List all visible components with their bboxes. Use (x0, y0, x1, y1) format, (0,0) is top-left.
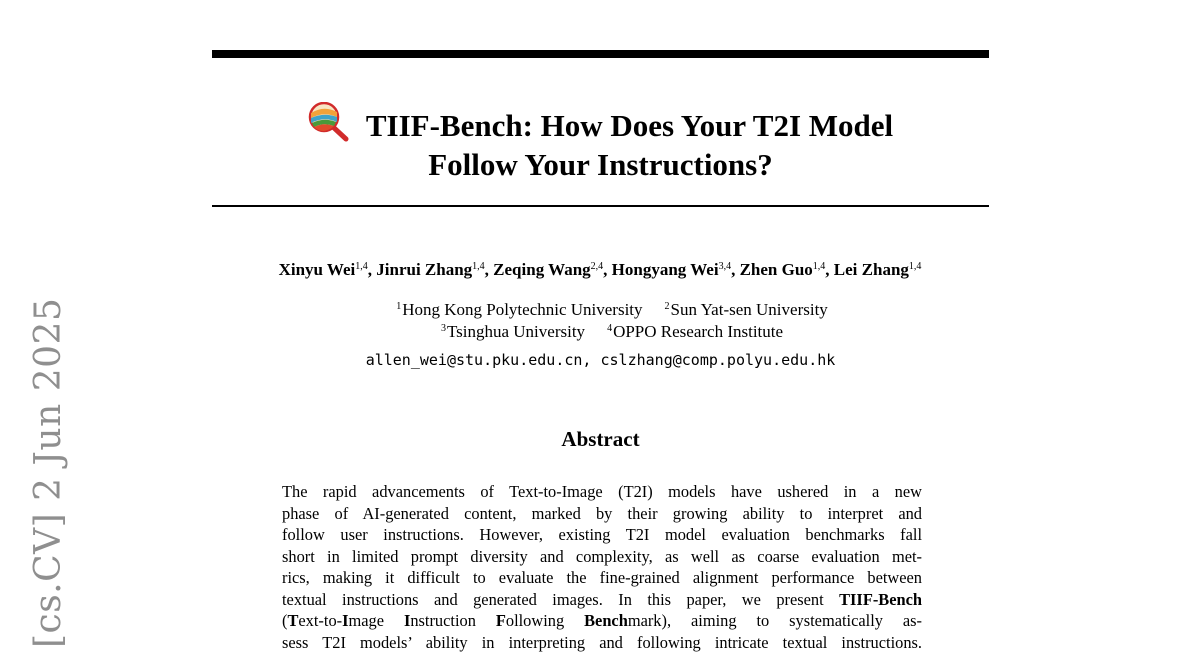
abstract-text (282, 481, 922, 653)
author-name: Hongyang Wei$^{3,4}$ (612, 260, 731, 279)
affiliation-name: OPPO Research Institute (613, 322, 783, 341)
abstract-line: The rapid advancements of Text-to-Image (T2I) models have ushered in a new (282, 481, 922, 503)
affiliation-name: Sun Yat-sen University (671, 300, 828, 319)
abstract-line: sess T2I models’ ability in interpreting and following intricate textual instructions. (282, 632, 922, 653)
arxiv-identifier-stamp: [cs.CV] 2 Jun 2025 (28, 298, 69, 648)
author-name: Zeqing Wang$^{2,4}$ (493, 260, 603, 279)
author-name: Jinrui Zhang$^{1,4}$ (376, 260, 484, 279)
abstract-line: (Text-to-Image Instruction Following Benchmark), aiming to systematically as- (282, 610, 922, 632)
title-line-2: Follow Your Instructions? (212, 145, 989, 184)
affiliation-name: Hong Kong Polytechnic University (402, 300, 642, 319)
abstract-line: rics, making it difficult to evaluate the fine-grained alignment performance between (282, 567, 922, 589)
title-bottom-rule (212, 205, 989, 207)
affiliation-name: Tsinghua University (447, 322, 585, 341)
author-name: Xinyu Wei$^{1,4}$ (279, 260, 368, 279)
abstract-line: follow user instructions. However, existing T2I model evaluation benchmarks fall (282, 524, 922, 546)
abstract-line: textual instructions and generated images. In this paper, we present TIIF-Bench (282, 589, 922, 611)
title-line-1 (212, 102, 989, 145)
author-name: Lei Zhang$^{1,4}$ (834, 260, 922, 279)
author-list: Xinyu Wei$^{1,4}$, Jinrui Zhang$^{1,4}$, Zeqing Wang$^{2,4}$, Hongyang Wei$^{3,4}$, Zhen Guo$^{1,4}$, Lei Zhang$^{1,4}$ (150, 260, 1050, 280)
author-name: Zhen Guo$^{1,4}$ (740, 260, 826, 279)
paper-title (212, 102, 989, 184)
title-top-rule (212, 50, 989, 58)
magnifier-logo-icon (308, 102, 352, 142)
abstract-heading: Abstract (212, 427, 989, 452)
abstract-line: phase of AI-generated content, marked by their growing ability to interpret and (282, 503, 922, 525)
title-line-1-text: TIIF-Bench: How Does Your T2I Model (366, 108, 893, 143)
affiliations-line-1: $^1$Hong Kong Polytechnic University $^2$Sun Yat-sen University (312, 300, 912, 320)
author-emails: allen_wei@stu.pku.edu.cn, cslzhang@comp.polyu.edu.hk (212, 351, 989, 369)
abstract-line: short in limited prompt diversity and complexity, as well as coarse evaluation met- (282, 546, 922, 568)
affiliations-line-2: $^3$Tsinghua University $^4$OPPO Research Institute (312, 322, 912, 342)
